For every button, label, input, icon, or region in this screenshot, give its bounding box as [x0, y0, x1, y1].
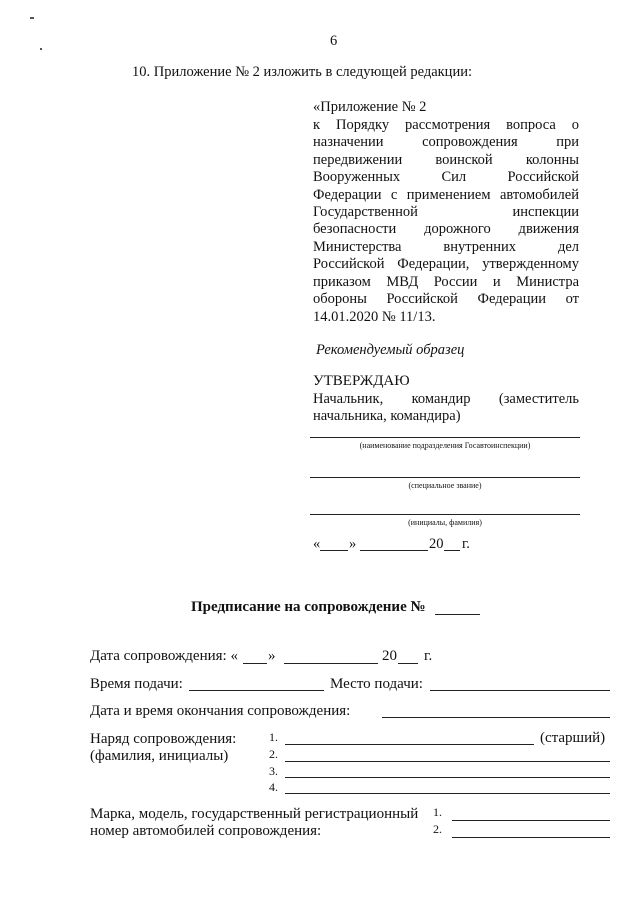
- escort-year-prefix: 20: [382, 648, 397, 664]
- rank-line: [310, 477, 580, 478]
- crew-number: 3.: [269, 764, 278, 778]
- appendix-line: Федерации с применением автомобилей: [313, 186, 579, 203]
- escort-date-label: Дата сопровождения: «: [90, 648, 238, 664]
- crew-line: [285, 744, 534, 745]
- appendix-line: назначении сопровождения при: [313, 134, 579, 151]
- crew-line: [285, 793, 610, 794]
- appendix-line: обороны Российской Федерации от: [313, 291, 579, 308]
- crew-line: [285, 761, 610, 762]
- crew-number: 1.: [269, 730, 278, 744]
- appendix-line: Министерства внутренних дел: [313, 238, 579, 255]
- initials-line: [310, 514, 580, 515]
- crew-label-note: (фамилия, инициалы): [90, 748, 229, 764]
- approve-title: УТВЕРЖДАЮ: [313, 373, 410, 389]
- vehicle-number: 2.: [433, 822, 442, 836]
- appendix-line: к Порядку рассмотрения вопроса о: [313, 117, 579, 133]
- crew-line: [285, 777, 610, 778]
- escort-end-label: Дата и время окончания сопровождения:: [90, 703, 351, 719]
- escort-month-line: [284, 663, 378, 664]
- approve-position-line2: начальника, командира): [313, 408, 461, 424]
- scan-speck: [30, 17, 34, 19]
- approve-day-line: [320, 550, 348, 551]
- arrival-place-label: Место подачи:: [330, 676, 423, 692]
- appendix-line: безопасности дорожного движения: [313, 221, 579, 238]
- unit-name-line: [310, 437, 580, 438]
- escort-year-suffix: г.: [424, 648, 433, 664]
- amendment-item: 10. Приложение № 2 изложить в следующей редакции:: [132, 64, 472, 80]
- approve-year-line: [444, 550, 460, 551]
- approve-position-line1: Начальник, командир (заместитель: [313, 391, 579, 407]
- appendix-line: приказом МВД России и Министра: [313, 273, 579, 290]
- appendix-text: [313, 117, 579, 308]
- arrival-place-line: [430, 690, 610, 691]
- arrival-time-label: Время подачи:: [90, 676, 183, 692]
- approve-date-open: «: [313, 536, 321, 552]
- vehicle-line: [452, 837, 610, 838]
- senior-label: (старший): [540, 730, 606, 746]
- page-number: 6: [330, 33, 338, 49]
- vehicle-label: Марка, модель, государственный регистрационный: [90, 806, 419, 822]
- crew-number: 4.: [269, 780, 278, 794]
- appendix-line: Российской Федерации, утвержденному: [313, 256, 579, 273]
- approve-date-close: »: [349, 536, 357, 552]
- vehicle-number: 1.: [433, 805, 442, 819]
- appendix-line: Государственной инспекции: [313, 204, 579, 221]
- appendix-last-line: 14.01.2020 № 11/13.: [313, 309, 436, 325]
- scan-speck: [40, 48, 42, 50]
- approve-year-prefix: 20: [429, 536, 444, 552]
- escort-year-line: [398, 663, 418, 664]
- unit-name-caption: (наименование подразделения Госавтоинспекции): [359, 441, 531, 450]
- appendix-title: «Приложение № 2: [313, 99, 427, 115]
- crew-number: 2.: [269, 747, 278, 761]
- escort-day-line: [243, 663, 267, 664]
- rank-caption: (специальное звание): [408, 481, 482, 490]
- appendix-line: Вооруженных Сил Российской: [313, 169, 579, 186]
- approve-month-line: [360, 550, 428, 551]
- escort-end-line: [382, 717, 610, 718]
- escort-date-close: »: [268, 648, 276, 664]
- vehicle-label-cont: номер автомобилей сопровождения:: [90, 823, 322, 839]
- sample-label: Рекомендуемый образец: [316, 342, 465, 358]
- appendix-line: передвижении воинской колонны: [313, 151, 579, 168]
- order-title: Предписание на сопровождение №: [191, 599, 426, 615]
- order-number-line: [435, 614, 480, 615]
- vehicle-line: [452, 820, 610, 821]
- initials-caption: (инициалы, фамилия): [408, 518, 482, 527]
- approve-year-suffix: г.: [462, 536, 470, 552]
- arrival-time-line: [189, 690, 324, 691]
- crew-label: Наряд сопровождения:: [90, 731, 237, 747]
